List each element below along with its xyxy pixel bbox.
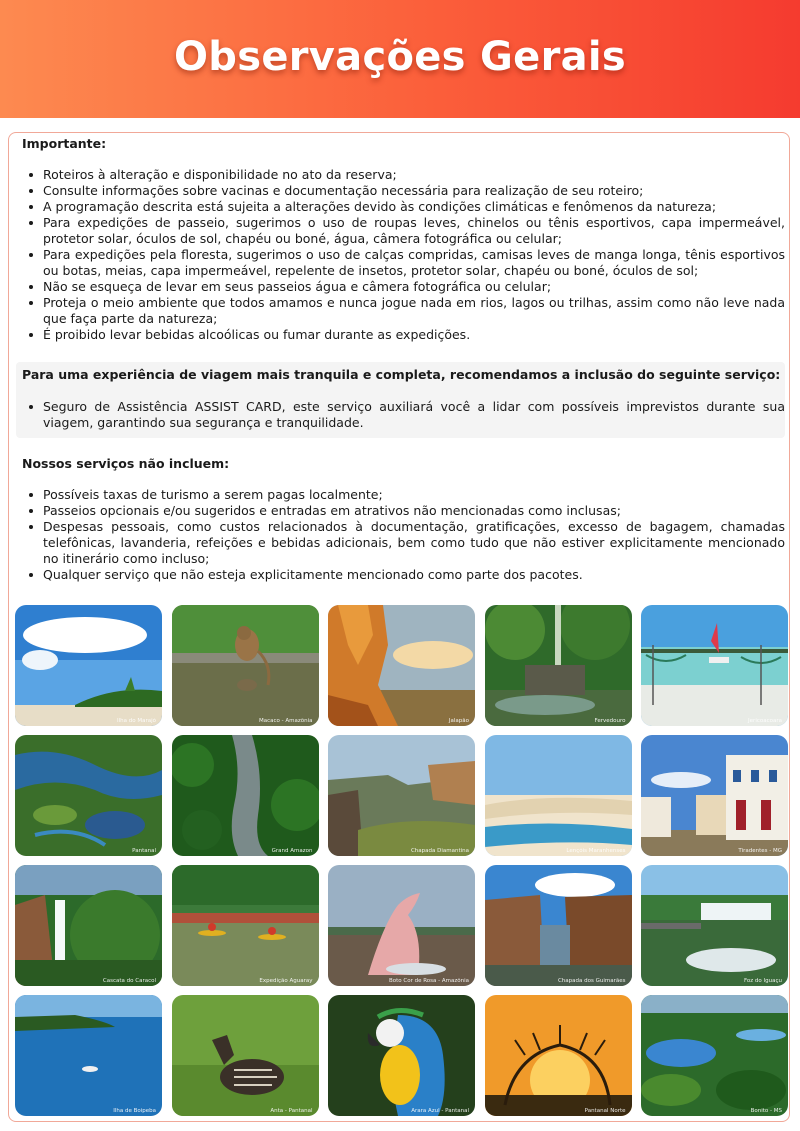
- list-item: Roteiros à alteração e disponibilidade no ato da reserva;: [22, 167, 785, 183]
- photo-grid: [15, 605, 788, 1116]
- list-item: É proibido levar bebidas alcoólicas ou fumar durante as expedições.: [22, 327, 785, 343]
- photo-boipeba: [15, 995, 162, 1116]
- list-item: Consulte informações sobre vacinas e documentação necessária para realização de seu roteiro;: [22, 183, 785, 199]
- photo-arara-azul: [328, 995, 475, 1116]
- photo-caption: Jericoacoara: [748, 718, 782, 724]
- list-item: Para expedições de passeio, sugerimos o uso de roupas leves, chinelos ou tênis esportivos, capa impermeável, protetor solar, óculos de sol, chapéu ou boné, água, câmera fotográfica ou celular;: [22, 215, 785, 247]
- list-item: Proteja o meio ambiente que todos amamos e nunca jogue nada em rios, lagos ou trilhas, assim como não leve nada que faça parte da natureza;: [22, 295, 785, 327]
- photo-caption: Expedição Aguaray: [259, 978, 313, 984]
- list-item: Possíveis taxas de turismo a serem pagas localmente;: [22, 487, 785, 503]
- list-item: Seguro de Assistência ASSIST CARD, este serviço auxiliará você a lidar com possíveis imprevistos durante sua viagem, garantindo sua segurança e tranquilidade.: [22, 399, 785, 431]
- page-header: [0, 0, 800, 118]
- photo-caption: Pantanal: [132, 848, 156, 854]
- photo-pantanal-norte: [485, 995, 632, 1116]
- not-included-list: [22, 487, 785, 583]
- photo-caption: Tiradentes - MG: [738, 848, 782, 854]
- photo-tiradentes: [641, 735, 788, 856]
- photo-caption: Grand Amazon: [271, 848, 313, 854]
- list-item: Despesas pessoais, como custos relacionados à documentação, gratificações, excesso de bagagem, chamadas telefônicas, lavanderia, refeições e bebidas adicionais, bem como tudo que não estiver explicitamente mencionado no itinerário como incluso;: [22, 519, 785, 567]
- photo-bonito: [641, 995, 788, 1116]
- recommendation-title: Para uma experiência de viagem mais tranquila e completa, recomendamos a inclusão do seguinte serviço:: [22, 367, 781, 382]
- photo-caption: Bonito - MS: [750, 1108, 782, 1114]
- photo-lencois: [485, 735, 632, 856]
- photo-chapada-diamantina: [328, 735, 475, 856]
- photo-jalapao: [328, 605, 475, 726]
- photo-caption: Chapada dos Guimarães: [557, 978, 626, 984]
- photo-chapada-guimaraes: [485, 865, 632, 986]
- photo-caption: Ilha de Boipeba: [113, 1108, 156, 1114]
- photo-expedicao-aguaray: [172, 865, 319, 986]
- not-included-title: Nossos serviços não incluem:: [22, 456, 230, 471]
- photo-jericoacoara: [641, 605, 788, 726]
- photo-anta: [172, 995, 319, 1116]
- photo-caption: Macaco - Amazônia: [258, 718, 313, 724]
- photo-caption: Pantanal Norte: [584, 1108, 626, 1114]
- photo-caption: Cascata do Caracol: [102, 978, 156, 984]
- photo-caption: Anta - Pantanal: [270, 1108, 313, 1114]
- important-title: Importante:: [22, 136, 107, 151]
- list-item: Para expedições pela floresta, sugerimos o uso de calças compridas, camisas leves de manga longa, tênis esportivos ou botas, meias, capa impermeável, repelente de insetos, protetor solar, chapéu ou boné, óculos de sol;: [22, 247, 785, 279]
- photo-boto: [328, 865, 475, 986]
- photo-foz-iguacu: [641, 865, 788, 986]
- recommendation-list: [22, 399, 785, 431]
- photo-caption: Arara Azul - Pantanal: [411, 1108, 469, 1114]
- photo-caption: Foz do Iguaçu: [743, 978, 782, 984]
- photo-caption: Ilha do Marajó: [117, 718, 156, 724]
- photo-grand-amazon: [172, 735, 319, 856]
- photo-caption: Chapada Diamantina: [410, 848, 469, 854]
- photo-caption: Boto Cor de Rosa - Amazônia: [388, 978, 469, 984]
- photo-cascata-caracol: [15, 865, 162, 986]
- photo-macaco: [172, 605, 319, 726]
- photo-marajo: [15, 605, 162, 726]
- photo-caption: Lençóis Maranhenses: [566, 848, 626, 854]
- photo-caption: Fervedouro: [594, 718, 626, 724]
- page-title: Observações Gerais: [173, 34, 627, 80]
- photo-caption: Jalapão: [448, 718, 469, 724]
- list-item: Passeios opcionais e/ou sugeridos e entradas em atrativos não mencionadas como inclusas;: [22, 503, 785, 519]
- photo-fervedouro: [485, 605, 632, 726]
- list-item: A programação descrita está sujeita a alterações devido às condições climáticas e fenômenos da natureza;: [22, 199, 785, 215]
- list-item: Não se esqueça de levar em seus passeios água e câmera fotográfica ou celular;: [22, 279, 785, 295]
- important-list: [22, 167, 785, 343]
- list-item: Qualquer serviço que não esteja explicitamente mencionado como parte dos pacotes.: [22, 567, 785, 583]
- photo-pantanal: [15, 735, 162, 856]
